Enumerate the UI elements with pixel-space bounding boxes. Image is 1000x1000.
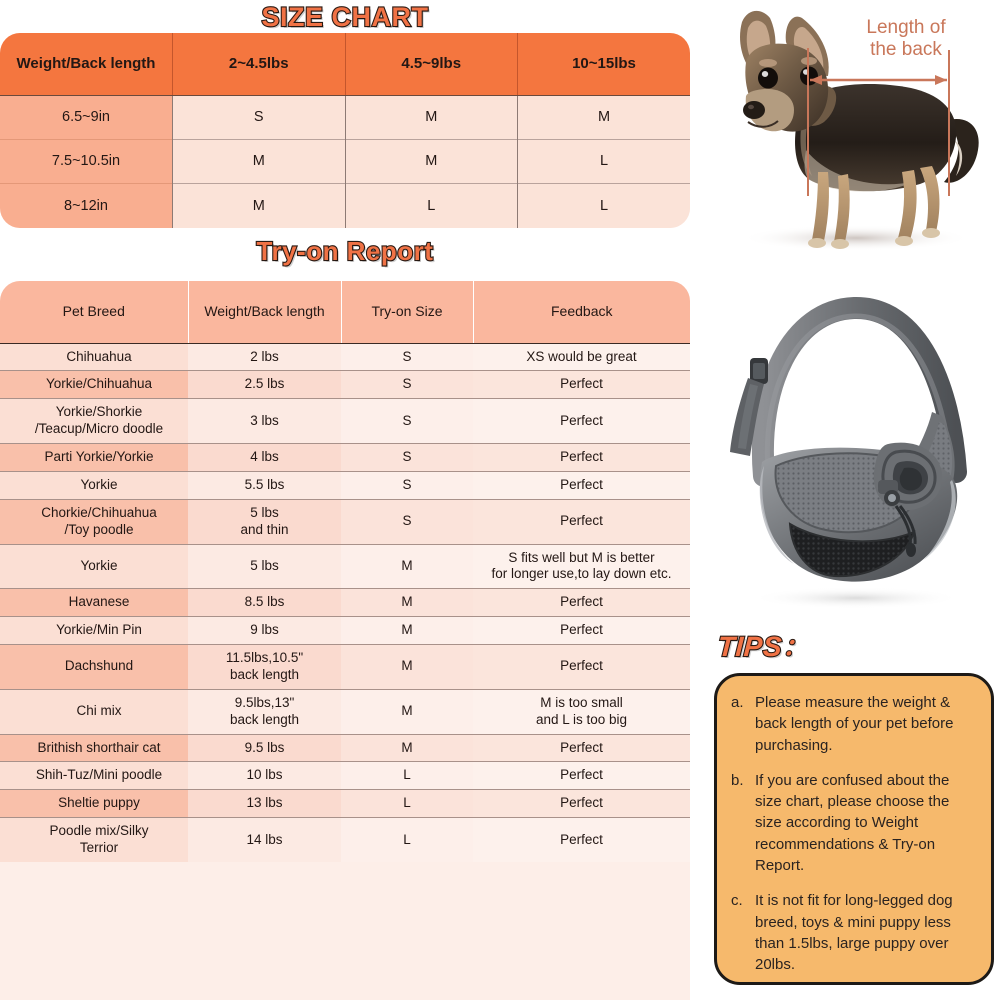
tryon-cell-weight: 5.5 lbs <box>188 471 341 499</box>
tryon-cell-size: M <box>341 589 473 617</box>
table-row <box>0 371 690 399</box>
table-row <box>0 544 690 589</box>
tryon-report-title: Try-on Report <box>256 236 434 266</box>
tryon-cell-size: S <box>341 444 473 472</box>
tip-marker: a. <box>731 694 744 711</box>
tryon-cell-weight: 4 lbs <box>188 444 341 472</box>
size-chart-cell: M <box>173 184 346 228</box>
size-chart-cell: M <box>518 95 691 139</box>
tip-item <box>731 890 977 975</box>
size-chart-cell: S <box>173 95 346 139</box>
table-row <box>0 399 690 444</box>
tryon-cell-breed: Chi mix <box>0 689 188 734</box>
tryon-cell-breed: Havanese <box>0 589 188 617</box>
table-row <box>0 645 690 690</box>
tryon-cell-breed: Sheltie puppy <box>0 790 188 818</box>
tryon-cell-size: M <box>341 689 473 734</box>
size-chart-header-cell: 2~4.5lbs <box>173 33 346 95</box>
carrier-bag-illustration <box>706 266 1000 611</box>
table-row <box>0 471 690 499</box>
tryon-cell-feedback: M is too small and L is too big <box>473 689 690 734</box>
size-chart-backlength: 8~12in <box>0 184 173 228</box>
table-row <box>0 734 690 762</box>
size-chart-cell: L <box>345 184 518 228</box>
tryon-cell-feedback: Perfect <box>473 399 690 444</box>
tryon-cell-weight: 9.5 lbs <box>188 734 341 762</box>
tryon-cell-breed: Chorkie/Chihuahua /Toy poodle <box>0 499 188 544</box>
tryon-cell-feedback: Perfect <box>473 617 690 645</box>
tryon-cell-weight: 2.5 lbs <box>188 371 341 399</box>
size-chart-cell: L <box>518 139 691 183</box>
table-row <box>0 818 690 862</box>
table-row <box>0 139 690 183</box>
tip-marker: c. <box>731 892 743 910</box>
tryon-report-table <box>0 281 690 1000</box>
size-chart-header-row <box>0 33 690 95</box>
tryon-cell-breed: Chihuahua <box>0 343 188 371</box>
table-row <box>0 184 690 228</box>
tryon-cell-breed: Shih-Tuz/Mini poodle <box>0 762 188 790</box>
tryon-cell-size: S <box>341 471 473 499</box>
tryon-cell-weight: 11.5lbs,10.5" back length <box>188 645 341 690</box>
annotation-line-2: the back <box>870 39 942 61</box>
tryon-cell-breed: Yorkie <box>0 471 188 499</box>
tryon-cell-feedback: Perfect <box>473 471 690 499</box>
table-row <box>0 790 690 818</box>
tryon-cell-weight: 10 lbs <box>188 762 341 790</box>
tip-text: If you are confused about the size chart, please choose the size according to Weight recommendations & Try-on Report. <box>755 771 950 875</box>
size-chart-header-cell: 4.5~9lbs <box>345 33 518 95</box>
table-row <box>0 499 690 544</box>
table-row <box>0 95 690 139</box>
tryon-cell-weight: 8.5 lbs <box>188 589 341 617</box>
tryon-cell-size: S <box>341 399 473 444</box>
tryon-cell-feedback: Perfect <box>473 762 690 790</box>
tryon-header-cell: Feedback <box>473 281 690 343</box>
tryon-cell-feedback: Perfect <box>473 589 690 617</box>
tryon-cell-weight: 9 lbs <box>188 617 341 645</box>
table-row <box>0 589 690 617</box>
tip-item <box>731 770 977 876</box>
tryon-cell-feedback: XS would be great <box>473 343 690 371</box>
tryon-cell-breed: Yorkie/Shorkie /Teacup/Micro doodle <box>0 399 188 444</box>
size-chart-table <box>0 33 690 228</box>
tryon-cell-feedback: S fits well but M is better for longer use,to lay down etc. <box>473 544 690 589</box>
tryon-cell-feedback: Perfect <box>473 818 690 862</box>
tryon-cell-weight: 5 lbs <box>188 544 341 589</box>
tryon-cell-weight: 5 lbs and thin <box>188 499 341 544</box>
tip-text: Please measure the weight & back length of your pet before purchasing. <box>755 694 954 754</box>
tryon-cell-breed: Yorkie/Min Pin <box>0 617 188 645</box>
size-chart-cell: M <box>173 139 346 183</box>
tryon-header-row <box>0 281 690 343</box>
tryon-cell-breed: Brithish shorthair cat <box>0 734 188 762</box>
tryon-cell-size: L <box>341 762 473 790</box>
tryon-cell-weight: 9.5lbs,13" back length <box>188 689 341 734</box>
tryon-cell-size: L <box>341 790 473 818</box>
tryon-cell-size: S <box>341 343 473 371</box>
tryon-cell-weight: 3 lbs <box>188 399 341 444</box>
tryon-cell-breed: Parti Yorkie/Yorkie <box>0 444 188 472</box>
tryon-header-cell: Pet Breed <box>0 281 188 343</box>
size-chart-cell: M <box>345 95 518 139</box>
tryon-cell-feedback: Perfect <box>473 499 690 544</box>
tryon-cell-feedback: Perfect <box>473 790 690 818</box>
tryon-cell-feedback: Perfect <box>473 371 690 399</box>
tryon-cell-weight: 13 lbs <box>188 790 341 818</box>
size-chart-header-cell: 10~15lbs <box>518 33 691 95</box>
tryon-cell-feedback: Perfect <box>473 444 690 472</box>
tryon-cell-size: S <box>341 371 473 399</box>
size-chart-backlength: 7.5~10.5in <box>0 139 173 183</box>
size-chart-title: SIZE CHART <box>261 2 429 32</box>
tips-title: TIPS： <box>717 631 812 662</box>
dog-measurement-label <box>821 17 991 62</box>
size-chart-backlength: 6.5~9in <box>0 95 173 139</box>
tryon-cell-size: M <box>341 544 473 589</box>
tryon-header-cell: Try-on Size <box>341 281 473 343</box>
tryon-cell-size: M <box>341 645 473 690</box>
tryon-cell-feedback: Perfect <box>473 734 690 762</box>
tryon-cell-size: M <box>341 734 473 762</box>
tryon-cell-breed: Poodle mix/Silky Terrior <box>0 818 188 862</box>
table-row <box>0 762 690 790</box>
tryon-header-cell: Weight/Back length <box>188 281 341 343</box>
tryon-cell-size: M <box>341 617 473 645</box>
pet-carrier-product-photo <box>706 266 1000 611</box>
table-row <box>0 617 690 645</box>
tryon-cell-feedback: Perfect <box>473 645 690 690</box>
tryon-cell-weight: 14 lbs <box>188 818 341 862</box>
tip-text: It is not fit for long-legged dog breed, toys & mini puppy less than 1.5lbs, large puppy over 20lbs. <box>755 892 953 974</box>
annotation-line-1: Length of <box>866 17 946 38</box>
tryon-cell-breed: Dachshund <box>0 645 188 690</box>
tip-marker: b. <box>731 771 744 789</box>
tips-box <box>714 673 994 985</box>
tip-item <box>731 692 977 756</box>
size-chart-cell: L <box>518 184 691 228</box>
tryon-cell-breed: Yorkie/Chihuahua <box>0 371 188 399</box>
table-row <box>0 689 690 734</box>
tryon-cell-size: S <box>341 499 473 544</box>
table-row <box>0 444 690 472</box>
size-chart-cell: M <box>345 139 518 183</box>
size-chart-header-cell: Weight/Back length <box>0 33 173 95</box>
dog-measurement-photo <box>706 0 1000 252</box>
tryon-cell-weight: 2 lbs <box>188 343 341 371</box>
tryon-cell-size: L <box>341 818 473 862</box>
table-row <box>0 343 690 371</box>
tryon-cell-breed: Yorkie <box>0 544 188 589</box>
